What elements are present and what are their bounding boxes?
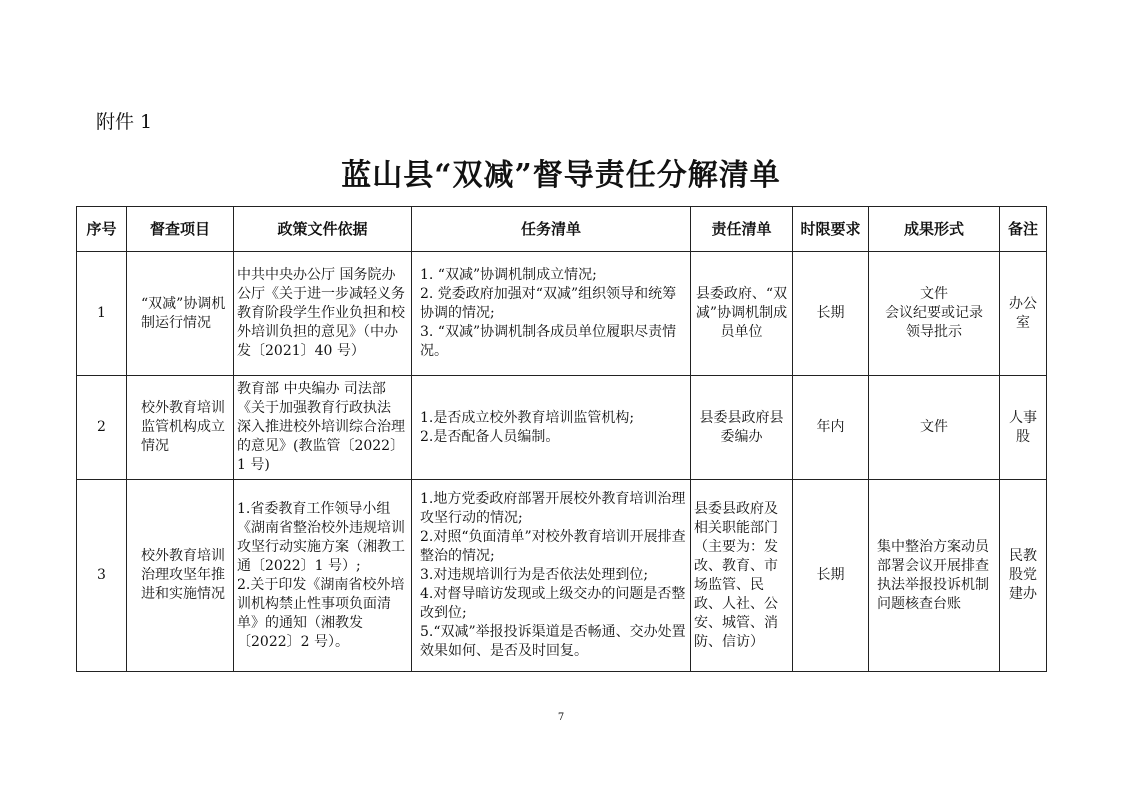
row-responsibility: 县委政府、“双减”协调机制成员单位 bbox=[691, 252, 793, 376]
task-line: 2.对照“负面清单”对校外教育培训开展排查整治的情况; bbox=[420, 529, 686, 564]
row-tasks bbox=[412, 376, 691, 480]
task-line: 5.“双减”举报投诉渠道是否畅通、交办处置效果如何、是否及时回复。 bbox=[420, 624, 686, 659]
header-tasks: 任务清单 bbox=[412, 207, 691, 252]
row-no: 3 bbox=[77, 480, 127, 672]
result-line: 会议纪要或记录 bbox=[885, 305, 983, 321]
task-line: 3. “双减”协调机制各成员单位履职尽责情况。 bbox=[420, 324, 677, 359]
table-header-row bbox=[77, 207, 1047, 252]
header-basis: 政策文件依据 bbox=[234, 207, 412, 252]
row-result bbox=[869, 376, 1000, 480]
row-tasks bbox=[412, 252, 691, 376]
task-line: 4.对督导暗访发现或上级交办的问题是否整改到位; bbox=[420, 586, 686, 621]
row-deadline: 年内 bbox=[793, 376, 869, 480]
header-no: 序号 bbox=[77, 207, 127, 252]
basis-line: 2.关于印发《湖南省校外培训机构禁止性事项负面清单》的通知（湘教发〔2022〕2 号）。 bbox=[237, 576, 405, 650]
row-item: 校外教育培训监管机构成立情况 bbox=[127, 376, 234, 480]
attachment-label: 附件 1 bbox=[96, 111, 153, 133]
result-line: 文件 bbox=[920, 286, 948, 302]
row-note: 人事股 bbox=[1000, 376, 1047, 480]
row-no: 1 bbox=[77, 252, 127, 376]
row-result bbox=[869, 252, 1000, 376]
task-line: 1.地方党委政府部署开展校外教育培训治理攻坚行动的情况; bbox=[420, 491, 686, 526]
task-line: 3.对违规培训行为是否依法处理到位; bbox=[420, 567, 649, 583]
row-responsibility: 县委县政府县委编办 bbox=[691, 376, 793, 480]
header-note: 备注 bbox=[1000, 207, 1047, 252]
header-item: 督查项目 bbox=[127, 207, 234, 252]
page-number: 7 bbox=[557, 712, 565, 723]
row-item: “双减”协调机制运行情况 bbox=[127, 252, 234, 376]
task-line: 1. “双减”协调机制成立情况; bbox=[420, 267, 597, 283]
task-line: 2. 党委政府加强对“双减”组织领导和统筹协调的情况; bbox=[420, 286, 677, 321]
row-deadline: 长期 bbox=[793, 480, 869, 672]
row-basis: 中共中央办公厅 国务院办公厅《关于进一步减轻义务教育阶段学生作业负担和校外培训负担的意见》（中办发〔2021〕40 号） bbox=[234, 252, 412, 376]
row-no: 2 bbox=[77, 376, 127, 480]
row-basis bbox=[234, 480, 412, 672]
row-basis: 教育部 中央编办 司法部《关于加强教育行政执法 深入推进校外培训综合治理的意见》(教监管〔2022〕1 号) bbox=[234, 376, 412, 480]
responsibility-table bbox=[76, 206, 1047, 672]
row-responsibility: 县委县政府及相关职能部门（主要为：发改、教育、市场监管、民政、人社、公安、城管、消防、信访） bbox=[691, 480, 793, 672]
header-deadline: 时限要求 bbox=[793, 207, 869, 252]
row-item: 校外教育培训治理攻坚年推进和实施情况 bbox=[127, 480, 234, 672]
result-line: 领导批示 bbox=[906, 324, 962, 340]
row-deadline: 长期 bbox=[793, 252, 869, 376]
row-tasks bbox=[412, 480, 691, 672]
document-title: 蓝山县“双减”督导责任分解清单 bbox=[341, 158, 781, 193]
task-line: 1.是否成立校外教育培训监管机构; bbox=[420, 409, 635, 426]
task-line: 2.是否配备人员编制。 bbox=[420, 428, 560, 445]
result-line: 集中整治方案动员部署会议开展排查执法举报投诉机制问题核查台账 bbox=[877, 538, 989, 612]
row-note: 民教股党建办 bbox=[1000, 480, 1047, 672]
header-responsibility: 责任清单 bbox=[691, 207, 793, 252]
table-row bbox=[77, 252, 1047, 376]
row-note: 办公室 bbox=[1000, 252, 1047, 376]
row-result bbox=[869, 480, 1000, 672]
basis-line: 1.省委教育工作领导小组《湖南省整治校外违规培训攻坚行动实施方案（湘教工通〔2022〕1 号）; bbox=[237, 500, 405, 574]
header-result: 成果形式 bbox=[869, 207, 1000, 252]
table-row bbox=[77, 376, 1047, 480]
result-line: 文件 bbox=[920, 419, 948, 435]
table-row bbox=[77, 480, 1047, 672]
